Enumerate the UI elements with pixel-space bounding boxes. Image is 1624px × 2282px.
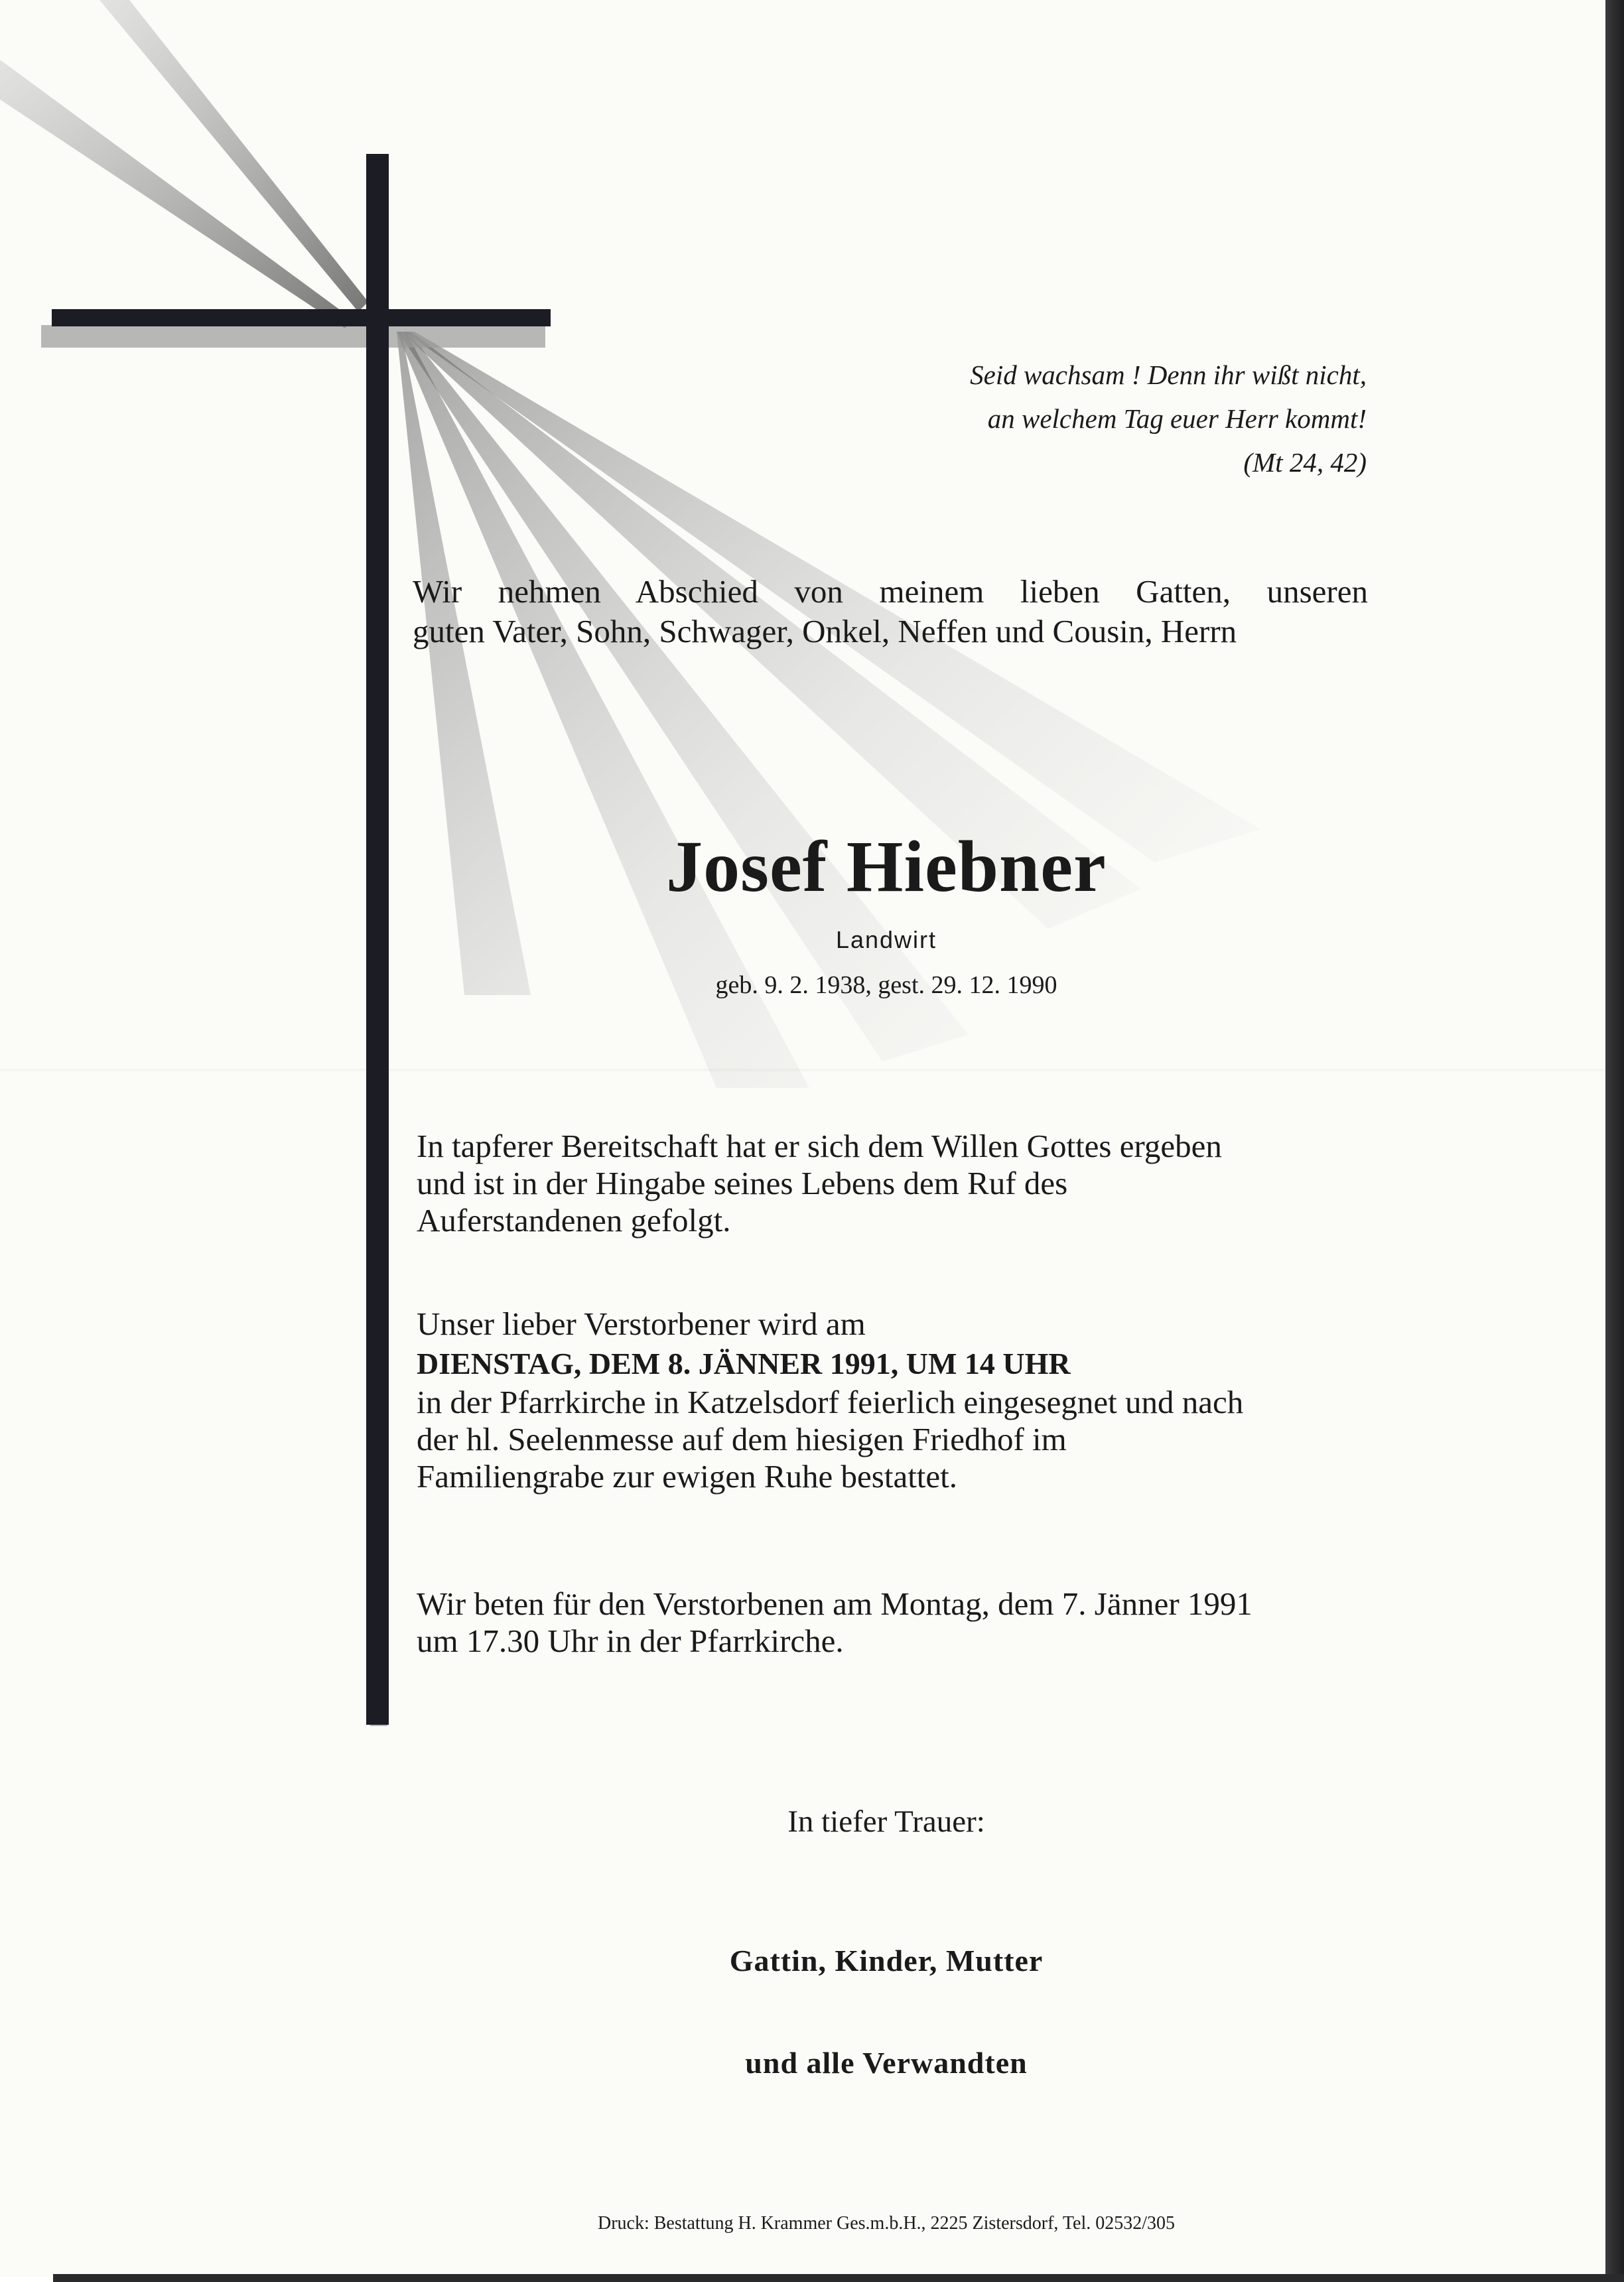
ray — [0, 60, 352, 328]
deceased-name: Josef Hiebner — [666, 826, 1107, 907]
bottom-edge-shadow — [53, 2274, 1624, 2282]
prayer-paragraph — [417, 1585, 1385, 1660]
funeral-date: DIENSTAG, DEM 8. JÄNNER 1991, UM 14 UHR — [417, 1347, 1071, 1380]
bible-quote — [970, 353, 1367, 484]
deceased-occupation: Landwirt — [835, 926, 937, 953]
paragraph-line: In tapferer Bereitschaft hat er sich dem Willen Gottes ergeben — [417, 1128, 1222, 1164]
cross-shadow — [41, 325, 545, 348]
quote-line: Seid wachsam ! Denn ihr wißt nicht, — [970, 360, 1367, 390]
funeral-paragraph — [417, 1306, 1385, 1495]
paragraph-line: der hl. Seelenmesse auf dem hiesigen Friedhof im — [417, 1421, 1067, 1457]
paragraph-line: Unser lieber Verstorbener wird am — [417, 1306, 866, 1342]
intro-line: guten Vater, Sohn, Schwager, Onkel, Neffen und Cousin, Herrn — [413, 613, 1237, 649]
cross-post — [366, 154, 389, 1725]
tribute-paragraph — [417, 1128, 1385, 1239]
intro-text — [413, 572, 1368, 651]
quote-reference: (Mt 24, 42) — [1243, 447, 1367, 478]
mourners-line: und alle Verwandten — [745, 2046, 1028, 2080]
quote-line: an welchem Tag euer Herr kommt! — [987, 403, 1367, 434]
paragraph-line: Wir beten für den Verstorbenen am Montag, dem 7. Jänner 1991 — [417, 1585, 1252, 1622]
right-edge-shadow — [1605, 0, 1624, 2282]
paragraph-line: in der Pfarrkirche in Katzelsdorf feierlich eingesegnet und nach — [417, 1384, 1244, 1420]
cross-beam — [52, 309, 551, 326]
paragraph-line: Familiengrabe zur ewigen Ruhe bestattet. — [417, 1458, 958, 1495]
paragraph-line: um 17.30 Uhr in der Pfarrkirche. — [417, 1623, 844, 1659]
mourning-heading: In tiefer Trauer: — [787, 1804, 985, 1839]
paragraph-line: Auferstandenen gefolgt. — [417, 1202, 731, 1239]
paragraph-line: und ist in der Hingabe seines Lebens dem Ruf des — [417, 1165, 1068, 1201]
mourners-line: Gattin, Kinder, Mutter — [729, 1944, 1044, 1978]
intro-line: Wir nehmen Abschied von meinem lieben Gatten, unseren — [413, 573, 1368, 610]
ray — [100, 0, 368, 312]
life-dates: geb. 9. 2. 1938, gest. 29. 12. 1990 — [715, 971, 1057, 999]
printer-imprint: Druck: Bestattung H. Krammer Ges.m.b.H., 2225 Zistersdorf, Tel. 02532/305 — [597, 2213, 1176, 2234]
